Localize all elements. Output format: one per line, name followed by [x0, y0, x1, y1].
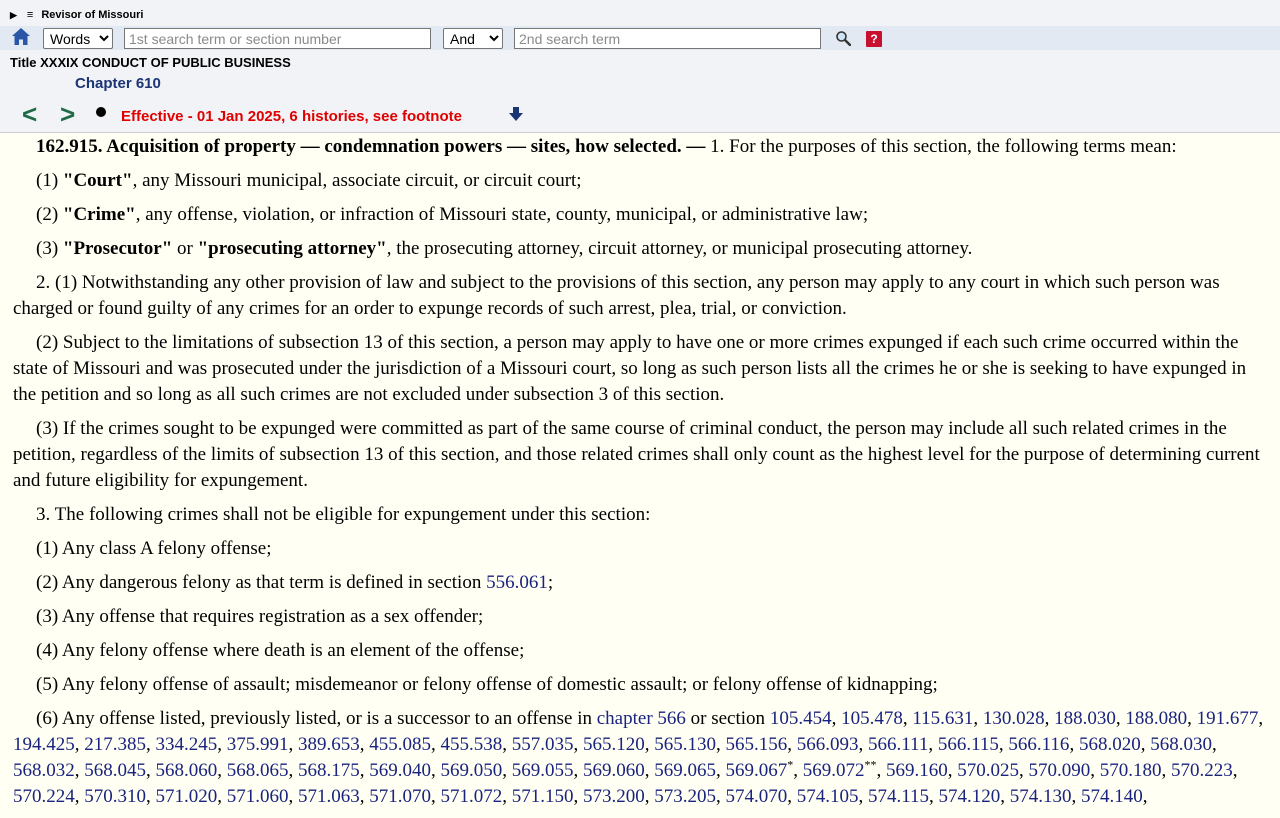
- section-link-574-105[interactable]: 574.105: [796, 786, 859, 807]
- section-link-571-070[interactable]: 571.070: [369, 786, 431, 807]
- first-search-term-input[interactable]: [124, 28, 431, 49]
- footnote-marker: *: [787, 757, 794, 772]
- search-type-select[interactable]: [43, 28, 113, 49]
- section-link-574-115[interactable]: 574.115: [868, 786, 930, 807]
- section-link-569-055[interactable]: 569.055: [511, 760, 574, 781]
- section-nav: [0, 100, 1280, 130]
- section-link-375-991[interactable]: 375.991: [226, 734, 289, 755]
- section-link-565-130[interactable]: 565.130: [654, 734, 716, 755]
- subsection-2-3: (3) If the crimes sought to be expunged were committed as part of the same course of criminal conduct, the person may include all such related crimes in the petition, regardless of the limits of subsection 13 of this section, and those related crimes shall only count as the highest level for the purpose of determining current and future eligibility for expungement.: [13, 418, 1260, 491]
- section-link-194-425[interactable]: 194.425: [13, 734, 75, 755]
- section-link-574-140[interactable]: 574.140: [1081, 786, 1143, 807]
- section-link-571-063[interactable]: 571.063: [298, 786, 360, 807]
- section-link-568-032[interactable]: 568.032: [13, 760, 75, 781]
- header: [0, 0, 1280, 133]
- section-link-557-035[interactable]: 557.035: [511, 734, 574, 755]
- section-link-568-045[interactable]: 568.045: [84, 760, 146, 781]
- site-title: Revisor of Missouri: [41, 9, 144, 21]
- section-link-574-070[interactable]: 574.070: [725, 786, 788, 807]
- section-link-568-065[interactable]: 568.065: [226, 760, 289, 781]
- section-link-556-061[interactable]: 556.061: [486, 572, 548, 593]
- section-link-188-030[interactable]: 188.030: [1054, 708, 1116, 729]
- section-link-574-130[interactable]: 574.130: [1009, 786, 1072, 807]
- section-link-569-160[interactable]: 569.160: [886, 760, 948, 781]
- section-link-389-653[interactable]: 389.653: [298, 734, 360, 755]
- next-section-button[interactable]: >: [60, 99, 76, 129]
- footnote-marker: **: [864, 757, 877, 772]
- section-link-569-067[interactable]: 569.067: [725, 760, 788, 781]
- section-link-105-454[interactable]: 105.454: [769, 708, 832, 729]
- section-link-571-020[interactable]: 571.020: [155, 786, 218, 807]
- section-link-569-040[interactable]: 569.040: [369, 760, 431, 781]
- subsection-2-1: 2. (1) Notwithstanding any other provision of law and subject to the provisions of this section, any person may apply to any court in which such person was charged or found guilty of any crimes for an order to expunge records of such arrest, plea, trial, or conviction.: [13, 272, 1220, 319]
- section-link-569-072[interactable]: 569.072: [802, 760, 865, 781]
- section-heading: 162.915. Acquisition of property — condemnation powers — sites, how selected. —: [36, 136, 706, 157]
- second-search-term-input[interactable]: [514, 28, 821, 49]
- subsection-3-2: (2) Any dangerous felony as that term is defined in section 556.061;: [36, 572, 554, 593]
- section-link-568-175[interactable]: 568.175: [298, 760, 360, 781]
- section-link-130-028[interactable]: 130.028: [982, 708, 1045, 729]
- home-icon[interactable]: [11, 27, 31, 47]
- section-link-217-385[interactable]: 217.385: [84, 734, 146, 755]
- subsection-3-3: (3) Any offense that requires registration as a sex offender;: [36, 606, 484, 627]
- section-link-566-115[interactable]: 566.115: [937, 734, 999, 755]
- subsection-2-2: (2) Subject to the limitations of subsection 13 of this section, a person may apply to have one or more crimes expunged if each such crime occurred within the state of Missouri and was prosecuted under the jurisdiction of a Missouri court, so long as such person lists all the crimes he or she is seeking to have expunged in the petition and so long as all such crimes are not excluded under subsection 3 of this section.: [13, 332, 1247, 405]
- search-icon[interactable]: [835, 30, 851, 46]
- title-heading: Title XXXIX CONDUCT OF PUBLIC BUSINESS: [10, 55, 291, 70]
- section-link-570-090[interactable]: 570.090: [1028, 760, 1091, 781]
- section-link-570-025[interactable]: 570.025: [957, 760, 1019, 781]
- section-link-570-223[interactable]: 570.223: [1171, 760, 1233, 781]
- expand-triangle-icon[interactable]: ▶: [10, 10, 17, 20]
- section-link-455-085[interactable]: 455.085: [369, 734, 431, 755]
- subsection-3-4: (4) Any felony offense where death is an element of the offense;: [36, 640, 525, 661]
- section-link-191-677[interactable]: 191.677: [1196, 708, 1259, 729]
- section-link-334-245[interactable]: 334.245: [155, 734, 218, 755]
- arrow-down-icon[interactable]: [508, 106, 524, 122]
- section-link-569-065[interactable]: 569.065: [654, 760, 716, 781]
- section-link-569-060[interactable]: 569.060: [583, 760, 645, 781]
- section-link-566-116[interactable]: 566.116: [1008, 734, 1070, 755]
- subsection-3-intro: 3. The following crimes shall not be eligible for expungement under this section:: [36, 504, 651, 525]
- section-link-571-150[interactable]: 571.150: [511, 786, 574, 807]
- section-link-105-478[interactable]: 105.478: [841, 708, 903, 729]
- effective-date-link[interactable]: Effective - 01 Jan 2025, 6 histories, see footnote: [121, 108, 462, 125]
- section-link-566-111[interactable]: 566.111: [868, 734, 929, 755]
- definition-court: (1) "Court", any Missouri municipal, associate circuit, or circuit court;: [36, 170, 582, 191]
- section-text: [13, 132, 1273, 818]
- definition-crime: (2) "Crime", any offense, violation, or infraction of Missouri state, county, municipal, or administrative law;: [36, 204, 869, 225]
- section-link-570-310[interactable]: 570.310: [84, 786, 146, 807]
- section-link-570-224[interactable]: 570.224: [13, 786, 75, 807]
- section-link-571-072[interactable]: 571.072: [440, 786, 503, 807]
- section-link-574-120[interactable]: 574.120: [938, 786, 1001, 807]
- section-link-455-538[interactable]: 455.538: [440, 734, 503, 755]
- section-link-569-050[interactable]: 569.050: [440, 760, 503, 781]
- section-link-188-080[interactable]: 188.080: [1125, 708, 1188, 729]
- subsection-1-intro: 1. For the purposes of this section, the following terms mean:: [705, 136, 1177, 157]
- menu-icon[interactable]: ≡: [26, 9, 34, 21]
- section-links-group-a: 105.454, 105.478, 115.631, 130.028, 188.030, 188.080, 191.677, 194.425, 217.385, 334.245, 375.991, 389.653, 455.085, 455.538, 557.035, 565.120, 565.130, 565.156, 566.093, 566.111, 566.115, 566.116, 568.020, 568.030, 568.032, 568.045, 568.060, 568.065, 568.175, 569.040, 569.050, 569.055, 569.060, 569.065,: [13, 708, 1264, 781]
- subsection-3-5: (5) Any felony offense of assault; misdemeanor or felony offense of domestic assault; or felony offense of kidnapping;: [36, 674, 938, 695]
- chapter-link[interactable]: Chapter 610: [75, 75, 161, 92]
- section-link-570-180[interactable]: 570.180: [1099, 760, 1162, 781]
- help-button[interactable]: ?: [866, 31, 882, 47]
- section-link-568-030[interactable]: 568.030: [1150, 734, 1212, 755]
- section-link-571-060[interactable]: 571.060: [226, 786, 289, 807]
- current-section-dot-icon[interactable]: [96, 107, 106, 117]
- definition-prosecutor: (3) "Prosecutor" or "prosecuting attorney", the prosecuting attorney, circuit attorney, or municipal prosecuting attorney.: [36, 238, 973, 259]
- search-operator-select[interactable]: [443, 28, 503, 49]
- section-link-566-093[interactable]: 566.093: [796, 734, 859, 755]
- section-link-115-631[interactable]: 115.631: [912, 708, 974, 729]
- section-link-565-120[interactable]: 565.120: [583, 734, 645, 755]
- section-link-573-200[interactable]: 573.200: [583, 786, 645, 807]
- section-links-group-b: 569.160, 570.025, 570.090, 570.180, 570.223, 570.224, 570.310, 571.020, 571.060, 571.063, 571.070, 571.072, 571.150, 573.200, 573.205, 574.070, 574.105, 574.115, 574.120, 574.130, 574.140,: [13, 760, 1238, 807]
- section-heading-paragraph: [13, 134, 1273, 160]
- previous-section-button[interactable]: <: [22, 99, 38, 129]
- section-link-573-205[interactable]: 573.205: [654, 786, 716, 807]
- search-bar: [0, 26, 1280, 50]
- section-link-565-156[interactable]: 565.156: [725, 734, 788, 755]
- subsection-3-6: (6) Any offense listed, previously listed, or is a successor to an offense in chapter 566 or section 105.454, 105.478, 115.631, 130.028, 188.030, 188.080, 191.677, 194.425, 217.385, 334.245, 375.991, 389.653, 455.085, 455.538, 557.035, 565.120, 565.130, 565.156, 566.093, 566.111, 566.115, 566.116, 568.020, 568.030, 568.032, 568.045, 568.060, 568.065, 568.175, 569.040, 569.050, 569.055, 569.060, 569.065, 569.067*, 569.072**, 569.160, 570.025, 570.090, 570.180, 570.223, 570.224, 570.310, 571.020, 571.060, 571.063, 571.070, 571.072, 571.150, 573.200, 573.205, 574.070, 574.105, 574.115, 574.120, 574.130, 574.140,: [13, 708, 1264, 807]
- section-link-568-020[interactable]: 568.020: [1078, 734, 1141, 755]
- subsection-3-1: (1) Any class A felony offense;: [36, 538, 272, 559]
- site-title-bar: [10, 9, 143, 21]
- section-link-568-060[interactable]: 568.060: [155, 760, 218, 781]
- chapter-566-link[interactable]: chapter 566: [596, 708, 686, 729]
